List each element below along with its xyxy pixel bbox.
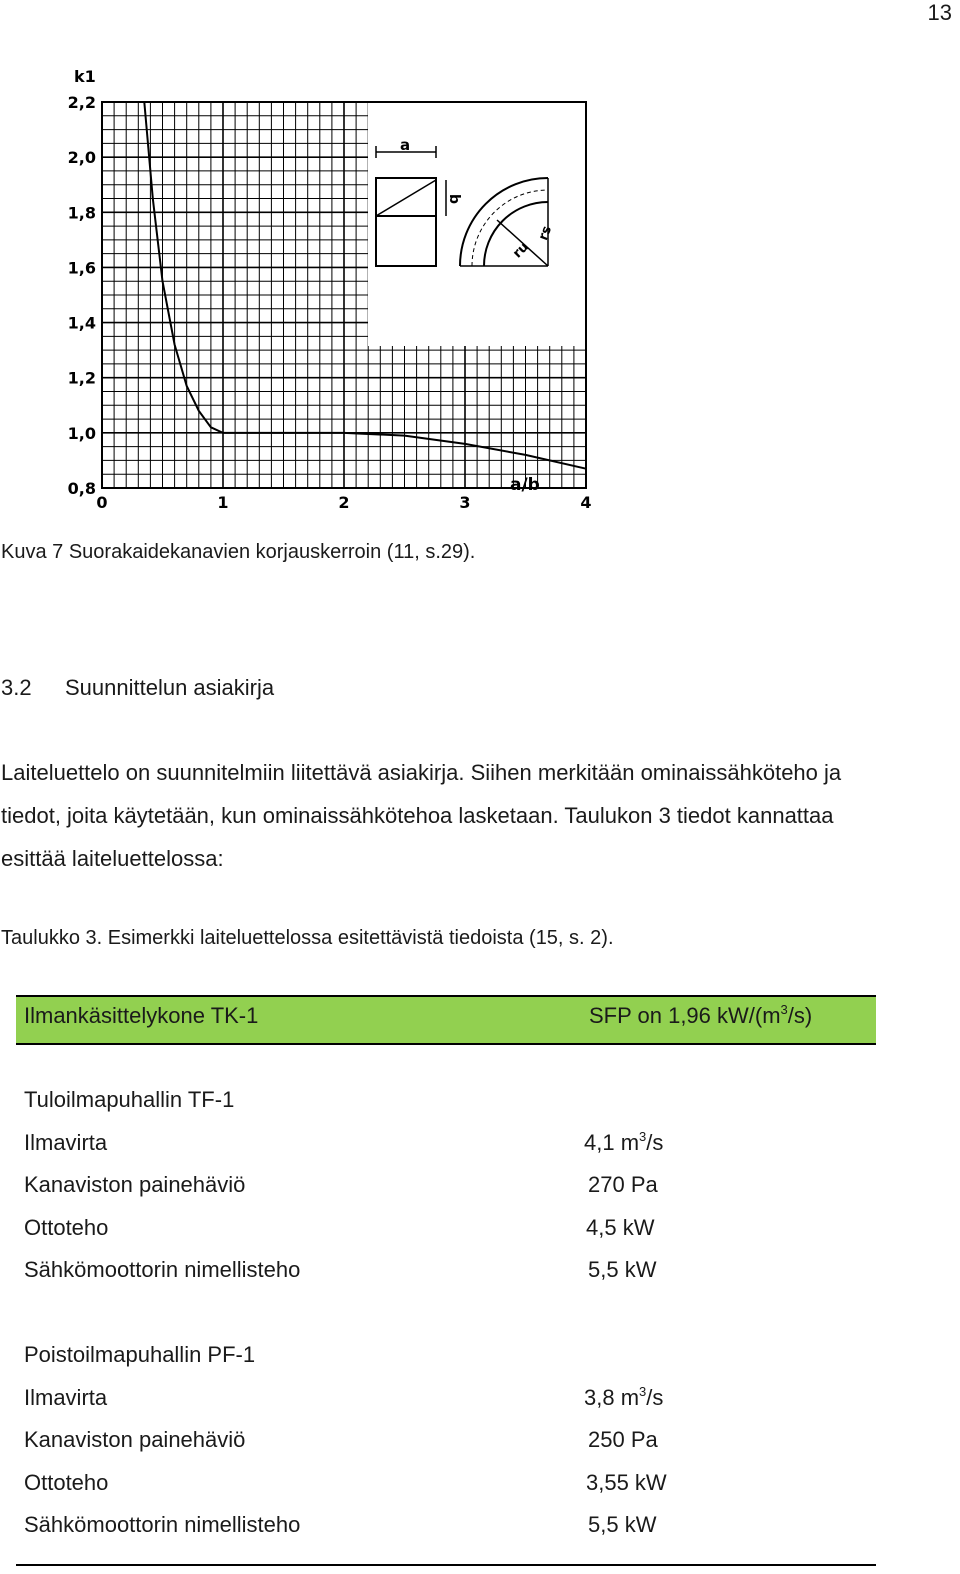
y-tick-label: 2,2 — [67, 93, 96, 112]
y-tick-label: 1,2 — [67, 368, 96, 388]
y-axis-label: k1 — [74, 67, 96, 86]
row-label: Ilmavirta — [24, 1385, 108, 1410]
y-tick-label: 1,6 — [67, 258, 96, 278]
row-value: 4,1 $m^3/s$ — [584, 1129, 664, 1155]
y-tick-label: 1,8 — [67, 203, 96, 223]
table-caption: Taulukko 3. Esimerkki laiteluettelossa esitettävistä tiedoista (15, s. 2). — [1, 927, 614, 949]
y-tick-label: 2,0 — [67, 148, 96, 168]
row-label: Ottoteho — [24, 1215, 109, 1240]
row-label: Ottoteho — [24, 1470, 109, 1495]
table-bottom-rule — [16, 1564, 876, 1566]
inset-label-b: b — [446, 194, 462, 205]
row-value: 5,5 kW — [588, 1257, 657, 1282]
supply-fan-title: Tuloilmapuhallin TF-1 — [24, 1087, 235, 1112]
x-tick-label: 2 — [338, 493, 350, 512]
page-number: 13 — [927, 0, 952, 25]
section-number: 3.2 — [1, 675, 32, 700]
section-heading — [1, 675, 274, 701]
row-label: Ilmavirta — [24, 1130, 108, 1155]
row-value: 4,5 kW — [586, 1215, 655, 1240]
x-axis-label: a/b — [510, 475, 540, 495]
chart-svg — [50, 60, 595, 512]
section-title: Suunnittelun asiakirja — [65, 675, 275, 700]
row-value: 250 Pa — [588, 1427, 658, 1452]
paragraph-line: Laiteluettelo on suunnitelmiin liitettävä asiakirja. Siihen merkitään ominaissähköteho ja — [1, 760, 842, 785]
air-handling-unit-name: Ilmankäsittelykone TK-1 — [24, 1003, 259, 1028]
y-tick-label: 1,0 — [67, 423, 96, 443]
row-label: Sähkömoottorin nimellisteho — [24, 1512, 301, 1537]
x-tick-label: 3 — [459, 493, 471, 512]
table-header — [16, 995, 876, 1045]
row-label: Sähkömoottorin nimellisteho — [24, 1257, 301, 1282]
row-value: 5,5 kW — [588, 1512, 657, 1537]
row-label: Kanaviston painehäviö — [24, 1427, 246, 1452]
x-tick-label: 4 — [580, 493, 592, 512]
paragraph-line: esittää laiteluettelossa: — [1, 846, 224, 871]
figure-caption: Kuva 7 Suorakaidekanavien korjauskerroin (11, s.29). — [1, 541, 476, 563]
row-value: 3,8 $m^3/s$ — [584, 1384, 664, 1410]
y-tick-label: 1,4 — [67, 313, 96, 333]
inset-label-rs: rs — [536, 224, 555, 243]
exhaust-fan-title: Poistoilmapuhallin PF-1 — [24, 1342, 256, 1367]
inset-label-ru: ru — [510, 239, 532, 262]
inset-label-a: a — [400, 136, 411, 154]
row-label: Kanaviston painehäviö — [24, 1172, 246, 1197]
row-value: 3,55 kW — [586, 1470, 667, 1495]
correction-factor-chart — [50, 60, 595, 512]
paragraph-line: tiedot, joita käytetään, kun ominaissähkötehoa lasketaan. Taulukon 3 tiedot kannattaa — [1, 803, 834, 828]
y-tick-label: 0,8 — [67, 479, 96, 498]
sfp-value: SFP on 1,96 $kW/(m^3/s)$ — [589, 1002, 813, 1028]
duct-bend-inset — [368, 102, 586, 346]
body-paragraph — [1, 751, 957, 880]
x-tick-label: 1 — [217, 493, 229, 512]
row-value: 270 Pa — [588, 1172, 658, 1197]
x-tick-label: 0 — [96, 493, 108, 512]
